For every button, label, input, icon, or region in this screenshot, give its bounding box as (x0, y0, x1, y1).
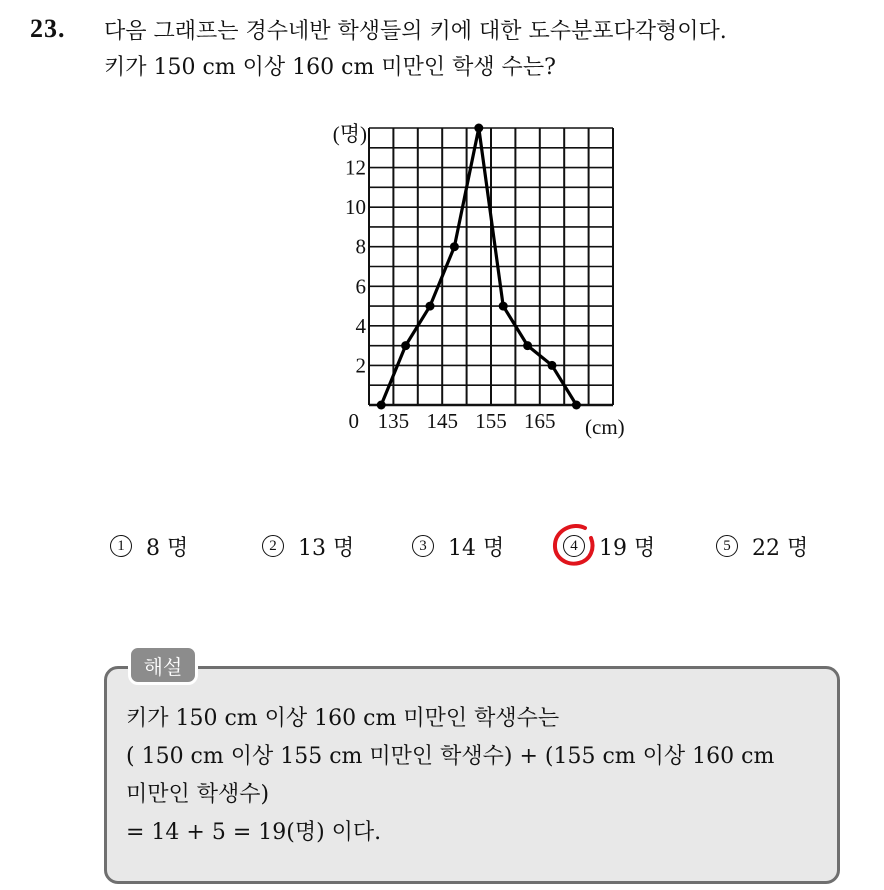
x-tick-label: 155 (475, 409, 507, 433)
x-axis-label: (cm) (585, 415, 625, 439)
y-tick-label: 6 (355, 274, 366, 299)
solution-tag: 해설 (128, 645, 198, 685)
x-tick-label: 165 (524, 409, 556, 433)
choice-3[interactable] (412, 528, 504, 564)
y-tick-label: 8 (355, 234, 366, 259)
question-text (104, 14, 874, 86)
data-point (548, 361, 557, 370)
origin-label: 0 (348, 409, 359, 433)
choice-4-number: 4 (563, 535, 585, 557)
y-tick-label: 12 (345, 155, 366, 180)
data-point (474, 124, 483, 133)
data-point (572, 401, 581, 410)
choice-1-number: 1 (110, 535, 132, 557)
y-tick-label: 4 (355, 313, 366, 338)
solution-line-3: 미만인 학생수) (126, 782, 270, 807)
x-tick-label: 135 (377, 409, 410, 433)
solution-line-4: = 14 + 5 = 19(명) 이다. (126, 820, 382, 845)
solution-body (126, 700, 836, 852)
solution-line-2: ( 150 cm 이상 155 cm 미만인 학생수) + (155 cm 이상 160 cm (126, 744, 775, 769)
data-point (377, 401, 386, 410)
answer-choices (0, 528, 884, 568)
solution-line-1: 키가 150 cm 이상 160 cm 미만인 학생수는 (126, 706, 560, 731)
y-axis-label: (명) (332, 122, 367, 146)
y-tick-label: 10 (345, 195, 366, 220)
question-line-2: 키가 150 cm 이상 160 cm 미만인 학생 수는? (104, 55, 556, 80)
choice-5-number: 5 (716, 535, 738, 557)
x-tick-label: 145 (426, 409, 458, 433)
choice-5-label: 22 명 (752, 535, 809, 561)
choice-3-number: 3 (412, 535, 434, 557)
choice-3-label: 14 명 (448, 535, 505, 561)
data-point (499, 302, 508, 311)
question-line-1: 다음 그래프는 경수네반 학생들의 키에 대한 도수분포다각형이다. (104, 19, 727, 44)
question-number: 23. (30, 14, 66, 43)
choice-4-label: 19 명 (599, 535, 656, 561)
answer-circle-mark (551, 522, 597, 568)
choice-1[interactable] (110, 528, 188, 564)
frequency-polygon-chart (318, 118, 648, 440)
data-point (401, 341, 410, 350)
data-point (426, 302, 435, 311)
y-tick-label: 2 (355, 353, 366, 378)
choice-1-label: 8 명 (146, 535, 189, 561)
choice-2[interactable] (262, 528, 354, 564)
data-point (450, 242, 459, 251)
choice-2-number: 2 (262, 535, 284, 557)
choice-2-label: 13 명 (298, 535, 355, 561)
choice-5[interactable] (716, 528, 808, 564)
data-point (523, 341, 532, 350)
